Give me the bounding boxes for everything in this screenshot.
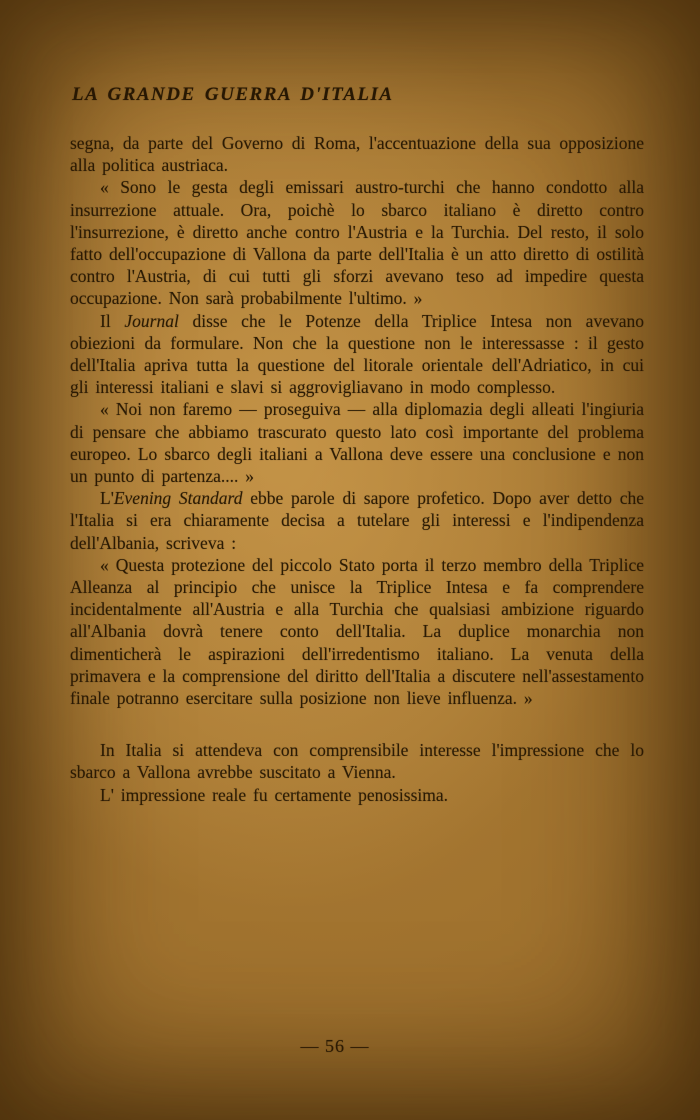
body-text: « Sono le gesta degli emissari austro-turchi che hanno condotto alla insurrezione attuale. Ora, poichè lo sbarco italiano è diretto contro l'insurrezione, è diretto anche contro l'Austria e la Turchia. Del resto, il solo fatto dell'occupazione di Vallona da parte dell'Italia è un atto diretto di ostilità contro l'Austria, di cui tutti gli sforzi avevano teso ad impedire questa occupazione. Non sarà probabilmente l'ultimo. » — [70, 177, 644, 309]
paragraph — [70, 176, 644, 309]
body-text: L' impressione reale fu certamente penosissima. — [100, 784, 449, 805]
paragraph — [70, 398, 644, 487]
body-text: « Noi non faremo — proseguiva — alla diplomazia degli alleati l'ingiuria di pensare che abbiamo trascurato questo lato così importante del problema europeo. Lo sbarco degli italiani a Vallona deve essere una conclusione e non un punto di partenza.... » — [70, 399, 644, 487]
paragraph — [70, 132, 644, 176]
paragraph — [70, 487, 644, 554]
body-text: Il — [100, 310, 125, 331]
body-text: segna, da parte del Governo di Roma, l'accentuazione della sua opposizione alla politica austriaca. — [70, 133, 644, 176]
body-text: disse che le Potenze della Triplice Intesa non avevano obiezioni da formulare. Non che la questione non le interessasse : il gesto dell'Italia apriva tutta la questione del litorale orientale dell'Adriatico, in cui gli interessi italiani e slavi si aggrovigliavano in modo complesso. — [70, 310, 644, 398]
italic-text: Journal — [124, 310, 179, 331]
text-block — [70, 132, 644, 806]
paragraph — [70, 784, 644, 806]
paragraph — [70, 554, 644, 709]
body-text: In Italia si attendeva con comprensibile interesse l'impressione che lo sbarco a Vallona avrebbe suscitato a Vienna. — [70, 740, 644, 783]
body-text: ebbe parole di sapore profetico. Dopo aver detto che l'Italia si era chiaramente decisa a tutelare gli interessi e l'indipendenza dell'Albania, scriveva : — [70, 488, 645, 553]
body-text: « Questa protezione del piccolo Stato porta il terzo membro della Triplice Alleanza al principio che unisce la Triplice Intesa e fa comprendere incidentalmente all'Austria e alla Turchia che qualsiasi ambizione riguardo all'Albania dovrà tenere conto dell'Italia. La duplice monarchia non dimenticherà le aspirazioni dell'irredentismo italiano. La venuta della primavera e la comprensione del diritto dell'Italia a discutere nell'assestamento finale potranno esercitare sulla posizione non lieve influenza. » — [70, 554, 644, 709]
body-text: L' — [100, 488, 114, 509]
page-title: LA GRANDE GUERRA D'ITALIA — [72, 84, 394, 105]
italic-text: Evening Standard — [113, 488, 243, 509]
paragraph — [70, 739, 644, 783]
page-number: — 56 — — [300, 1036, 370, 1056]
paragraph — [70, 310, 644, 399]
